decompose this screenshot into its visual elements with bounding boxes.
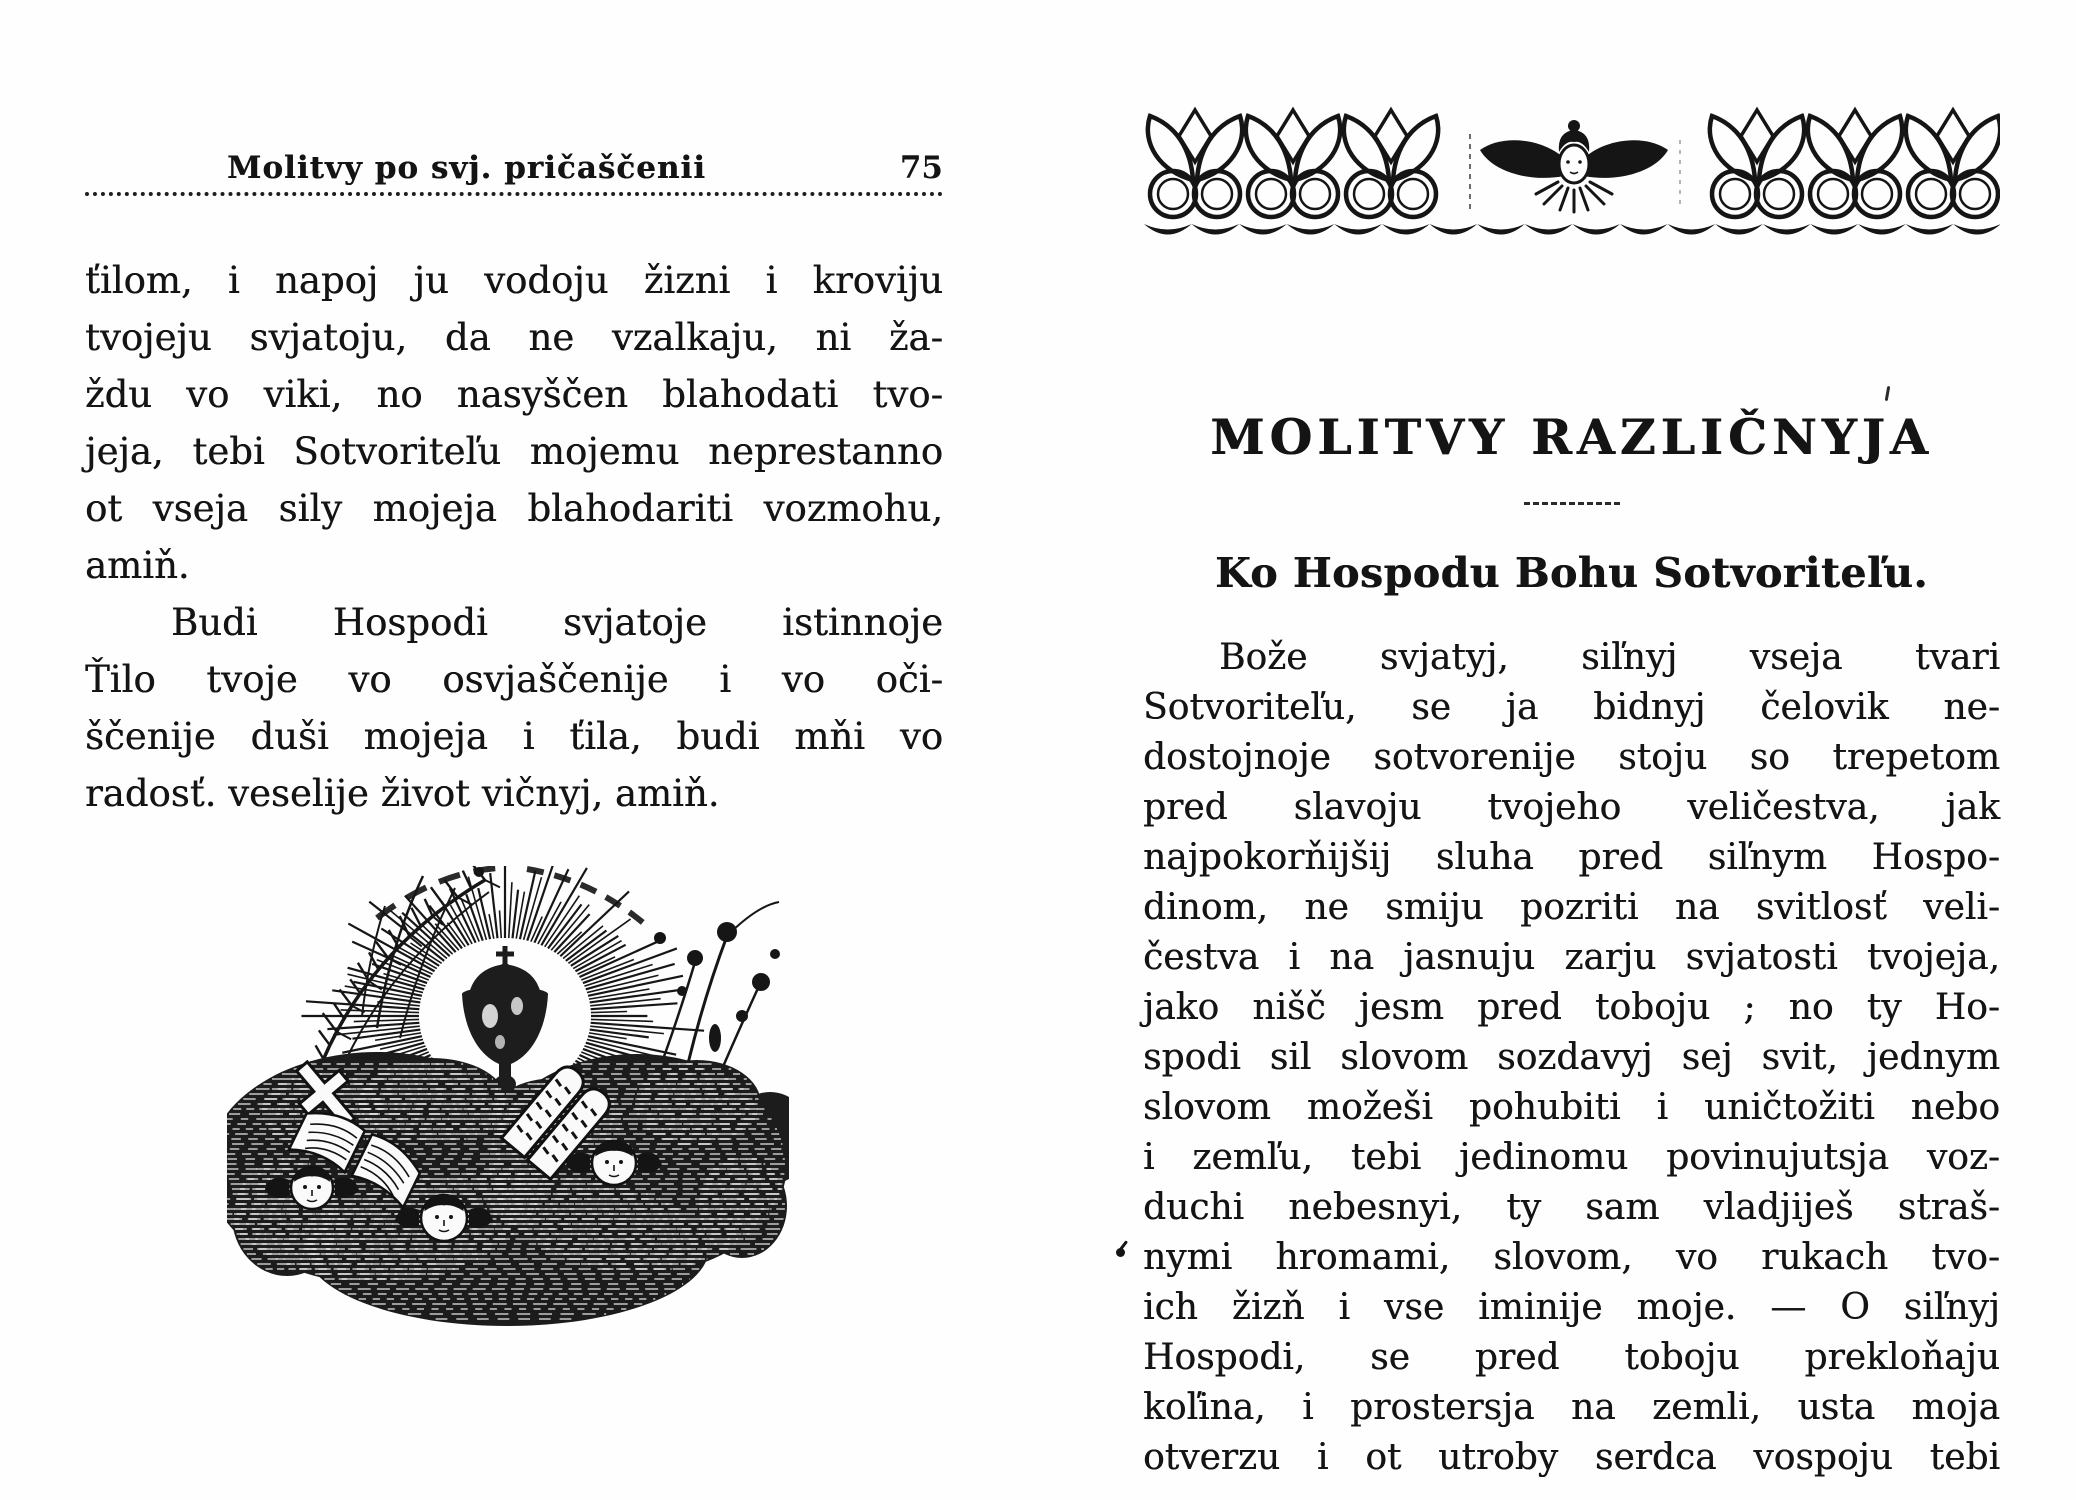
text-line: Budi Hospodi svjatoje istinnoje bbox=[171, 601, 943, 644]
text-line: jeja, tebi Sotvoriteľu mojemu neprestanno bbox=[85, 430, 943, 473]
cherub-head-icon bbox=[1480, 120, 1668, 212]
text-line: ťilom, i napoj ju vodoju žizni i kroviju bbox=[85, 259, 943, 302]
text-line: ot vseja sily mojeja blahodariti vozmohu, bbox=[85, 487, 943, 530]
floral-ornament-band bbox=[1143, 98, 2000, 240]
text-line: slovom možeši pohubiti i uničtožiti nebo bbox=[1143, 1087, 2000, 1128]
text-line: najpokorňijšij sluha pred siľnym Hospo- bbox=[1143, 837, 2000, 878]
text-line: dinom, ne smiju pozriti na svitlosť veli- bbox=[1143, 887, 2000, 928]
text-line: amiň. bbox=[85, 544, 190, 587]
text-line: tvojeju svjatoju, da ne vzalkaju, ni ža- bbox=[85, 316, 943, 359]
running-header-title: Molitvy po svj. pričaščenii bbox=[227, 150, 706, 186]
right-page-body bbox=[1143, 633, 2000, 1483]
chapter-title: MOLITVY RAZLIČNYJA bbox=[1210, 408, 1933, 466]
text-line: jako nišč jesm pred toboju ; no ty Ho- bbox=[1143, 987, 2000, 1028]
text-line: ich žizň i vse iminije moje. — O siľnyj bbox=[1143, 1287, 2000, 1328]
page-number: 75 bbox=[899, 150, 943, 186]
text-line: duchi nebesnyi, ty sam vladjiješ straš- bbox=[1143, 1187, 2000, 1228]
text-line: ščenije duši mojeja i ťila, budi mňi vo bbox=[85, 715, 943, 758]
chalice-sunburst-illustration bbox=[227, 866, 789, 1334]
text-line: spodi sil slovom sozdavyj sej svit, jednym bbox=[1143, 1037, 2000, 1078]
text-line: pred slavoju tvojeho veličestva, jak bbox=[1143, 787, 2000, 828]
text-line: Hospodi, se pred toboju prekloňaju bbox=[1143, 1337, 2000, 1378]
text-line: otverzu i ot utroby serdca vospoju tebi bbox=[1143, 1437, 2000, 1478]
text-line: čestva i na jasnuju zarju svjatosti tvojeja, bbox=[1143, 937, 2000, 978]
left-page-body bbox=[85, 252, 943, 822]
text-line: i zemľu, tebi jedinomu povinujutsja voz- bbox=[1143, 1137, 2000, 1178]
title-dash-rule bbox=[1524, 502, 1620, 505]
header-dotted-rule bbox=[85, 192, 943, 196]
right-page bbox=[1143, 0, 2000, 1500]
text-line: radosť. veselije život vičnyj, amiň. bbox=[85, 772, 720, 815]
text-line: nymi hromami, slovom, vo rukach tvo- bbox=[1143, 1237, 2000, 1278]
left-page bbox=[85, 0, 943, 1500]
text-line: ždu vo viki, no nasyščen blahodati tvo- bbox=[85, 373, 943, 416]
running-header bbox=[85, 146, 943, 186]
text-line: Ťilo tvoje vo osvjaščenije i vo oči- bbox=[85, 658, 943, 701]
text-line: Bože svjatyj, siľnyj vseja tvari bbox=[1219, 637, 2000, 678]
ink-spot-artifact bbox=[1116, 1248, 1125, 1257]
text-line: koľina, i prostersja na zemli, usta moja bbox=[1143, 1387, 2000, 1428]
prayer-heading: Ko Hospodu Bohu Sotvoriteľu. bbox=[1214, 549, 1929, 597]
text-line: dostojnoje sotvorenije stoju so trepetom bbox=[1143, 737, 2000, 778]
text-line: Sotvoriteľu, se ja bidnyj čelovik ne- bbox=[1143, 687, 2000, 728]
